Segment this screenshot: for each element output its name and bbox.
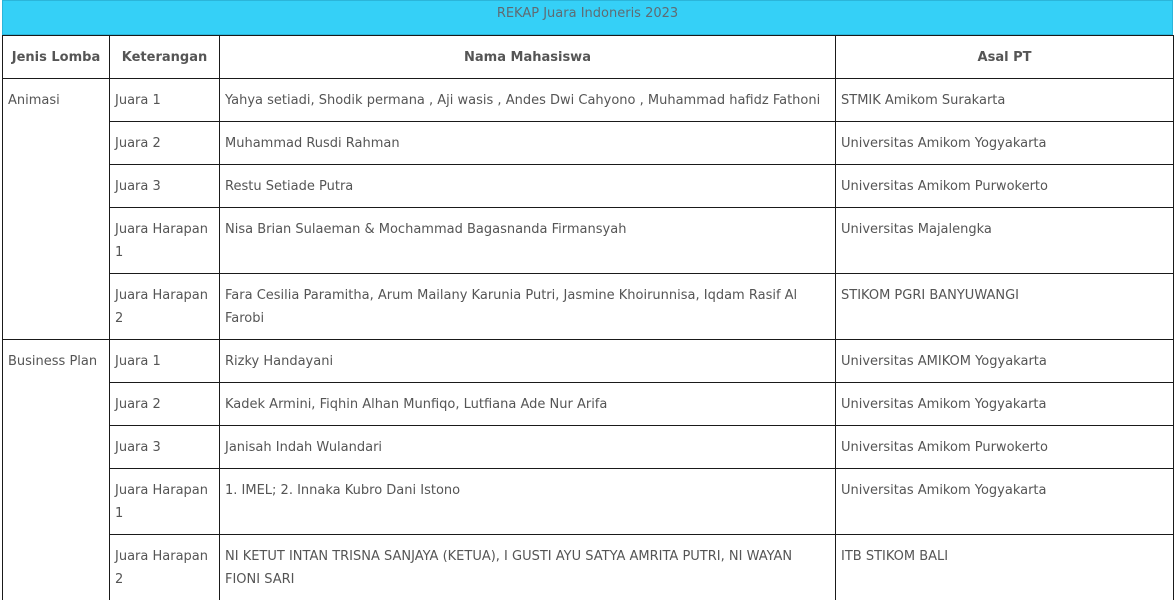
asal-pt-cell: Universitas Amikom Purwokerto <box>836 165 1174 208</box>
table-row <box>3 165 1174 208</box>
jenis-lomba-cell: Animasi <box>3 79 110 340</box>
keterangan-cell: Juara 1 <box>110 79 220 122</box>
table-body <box>3 79 1174 600</box>
keterangan-cell: Juara Harapan 2 <box>110 535 220 600</box>
nama-mahasiswa-cell: NI KETUT INTAN TRISNA SANJAYA (KETUA), I GUSTI AYU SATYA AMRITA PUTRI, NI WAYAN FIONI SARI <box>220 535 836 600</box>
keterangan-cell: Juara 1 <box>110 340 220 383</box>
header-row <box>3 36 1174 79</box>
table-row <box>3 274 1174 340</box>
table-row <box>3 79 1174 122</box>
nama-mahasiswa-cell: Rizky Handayani <box>220 340 836 383</box>
header-keterangan: Keterangan <box>110 36 220 79</box>
asal-pt-cell: Universitas AMIKOM Yogyakarta <box>836 340 1174 383</box>
keterangan-cell: Juara Harapan 2 <box>110 274 220 340</box>
table-caption: REKAP Juara Indoneris 2023 <box>2 0 1173 35</box>
asal-pt-cell: Universitas Majalengka <box>836 208 1174 274</box>
nama-mahasiswa-cell: Kadek Armini, Fiqhin Alhan Munfiqo, Lutfiana Ade Nur Arifa <box>220 383 836 426</box>
header-nama-mahasiswa: Nama Mahasiswa <box>220 36 836 79</box>
table-row <box>3 535 1174 600</box>
asal-pt-cell: ITB STIKOM BALI <box>836 535 1174 600</box>
keterangan-cell: Juara Harapan 1 <box>110 469 220 535</box>
header-jenis-lomba: Jenis Lomba <box>3 36 110 79</box>
keterangan-cell: Juara Harapan 1 <box>110 208 220 274</box>
results-table <box>2 35 1174 600</box>
jenis-lomba-cell: Business Plan <box>3 340 110 600</box>
nama-mahasiswa-cell: Nisa Brian Sulaeman & Mochammad Bagasnanda Firmansyah <box>220 208 836 274</box>
asal-pt-cell: STIKOM PGRI BANYUWANGI <box>836 274 1174 340</box>
asal-pt-cell: Universitas Amikom Yogyakarta <box>836 383 1174 426</box>
nama-mahasiswa-cell: Yahya setiadi, Shodik permana , Aji wasis , Andes Dwi Cahyono , Muhammad hafidz Fathoni <box>220 79 836 122</box>
nama-mahasiswa-cell: Fara Cesilia Paramitha, Arum Mailany Karunia Putri, Jasmine Khoirunnisa, Iqdam Rasif Al Farobi <box>220 274 836 340</box>
nama-mahasiswa-cell: Janisah Indah Wulandari <box>220 426 836 469</box>
asal-pt-cell: Universitas Amikom Yogyakarta <box>836 469 1174 535</box>
keterangan-cell: Juara 2 <box>110 122 220 165</box>
keterangan-cell: Juara 3 <box>110 165 220 208</box>
table-row <box>3 469 1174 535</box>
table-row <box>3 426 1174 469</box>
table-row <box>3 383 1174 426</box>
table-header <box>3 36 1174 79</box>
header-asal-pt: Asal PT <box>836 36 1174 79</box>
table-row <box>3 340 1174 383</box>
table-row <box>3 122 1174 165</box>
nama-mahasiswa-cell: Muhammad Rusdi Rahman <box>220 122 836 165</box>
keterangan-cell: Juara 2 <box>110 383 220 426</box>
nama-mahasiswa-cell: Restu Setiade Putra <box>220 165 836 208</box>
keterangan-cell: Juara 3 <box>110 426 220 469</box>
table-row <box>3 208 1174 274</box>
asal-pt-cell: STMIK Amikom Surakarta <box>836 79 1174 122</box>
asal-pt-cell: Universitas Amikom Yogyakarta <box>836 122 1174 165</box>
nama-mahasiswa-cell: 1. IMEL; 2. Innaka Kubro Dani Istono <box>220 469 836 535</box>
asal-pt-cell: Universitas Amikom Purwokerto <box>836 426 1174 469</box>
